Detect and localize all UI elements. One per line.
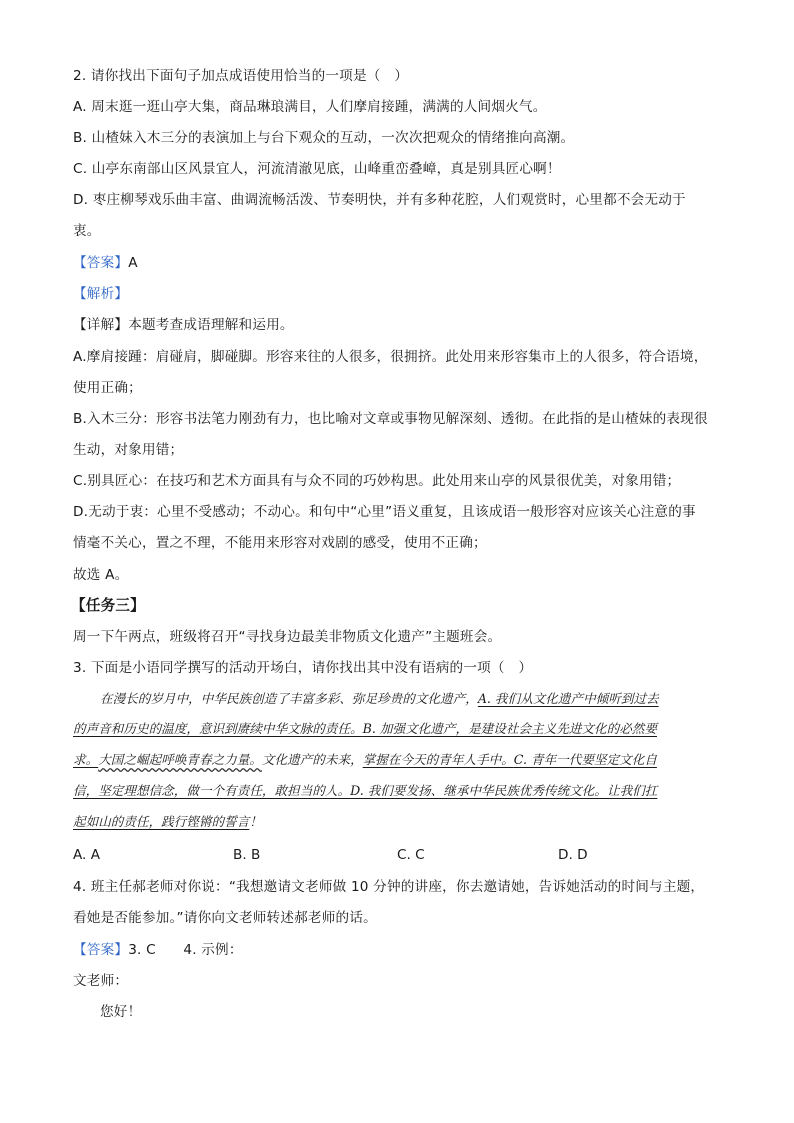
explain-b-line1: B.入木三分：形容书法笔力刚劲有力，也比喻对文章或事物见解深刻、透彻。在此指的是山楂妹的表现很 bbox=[73, 411, 708, 427]
underlined-sentence-c: C. 青年一代要坚定文化自 bbox=[513, 752, 657, 767]
answer-tag: 【答案】 bbox=[73, 255, 129, 271]
answer-tag: 【答案】 bbox=[73, 942, 129, 958]
q2-answer: A bbox=[128, 255, 138, 271]
q2-detail-line bbox=[73, 315, 294, 335]
underlined-sentence-b: B. 加强文化遗产，是建设社会主义先进文化的必然要 bbox=[362, 721, 657, 736]
q3-option-c: C. C bbox=[397, 847, 425, 863]
underlined-sentence-b-cont: 求。 bbox=[73, 752, 99, 767]
q2-answer-line bbox=[73, 253, 138, 273]
underlined-sentence-c-cont: 信，坚定理想信念，做一个有责任，敢担当的人。 bbox=[73, 783, 351, 798]
explain-b-line2: 生动，对象用错； bbox=[73, 442, 184, 458]
letter-salutation: 文老师： bbox=[73, 973, 129, 989]
q3-option-d: D. D bbox=[558, 847, 588, 863]
passage-text: ！ bbox=[249, 814, 262, 829]
passage-text: 在漫长的岁月中，中华民族创造了丰富多彩、弥足珍贵的文化遗产， bbox=[100, 691, 478, 706]
passage-text: 文化遗产的未来， bbox=[261, 752, 363, 767]
q2-stem: 2. 请你找出下面句子加点成语使用恰当的一项是（ ） bbox=[73, 68, 409, 84]
detail-tag: 【详解】 bbox=[73, 317, 129, 333]
underlined-sentence-d-cont: 起如山的责任，践行铿锵的誓言 bbox=[73, 814, 250, 829]
answers-34: 3. C 4. 示例： bbox=[128, 942, 243, 958]
analysis-tag: 【解析】 bbox=[73, 286, 129, 302]
q3-stem: 3. 下面是小语同学撰写的活动开场白，请你找出其中没有语病的一项（ ） bbox=[73, 660, 533, 676]
q3-passage-line5 bbox=[73, 812, 723, 832]
explain-a-line2: 使用正确； bbox=[73, 380, 142, 396]
q3-option-a: A. A bbox=[73, 847, 101, 863]
q3-passage-line1 bbox=[73, 689, 723, 709]
wavy-underlined-sentence: 大国之崛起呼唤青春之力量。 bbox=[98, 752, 262, 767]
q3-option-b: B. B bbox=[233, 847, 261, 863]
q2-conclusion: 故选 A。 bbox=[73, 567, 129, 583]
q2-option-b: B. 山楂妹入木三分的表演加上与台下观众的互动，一次次把观众的情绪推向高潮。 bbox=[73, 130, 575, 146]
underlined-sentence-a-cont: 的声音和历史的温度，意识到赓续中华文脉的责任。 bbox=[73, 721, 363, 736]
q2-option-a: A. 周末逛一逛山亭大集，商品琳琅满目，人们摩肩接踵，满满的人间烟火气。 bbox=[73, 99, 547, 115]
task3-title: 【任务三】 bbox=[71, 597, 145, 614]
q3-passage-line4 bbox=[73, 781, 723, 801]
explain-a-line1: A.摩肩接踵：肩碰肩，脚碰脚。形容来往的人很多，很拥挤。此处用来形容集市上的人很多，符合语境， bbox=[73, 349, 708, 365]
underlined-sentence-d: D. 我们要发扬、继承中华民族优秀传统文化。让我们扛 bbox=[350, 783, 658, 798]
explain-d-line2: 情毫不关心，置之不理，不能用来形容对戏剧的感受，使用不正确； bbox=[73, 535, 487, 551]
q4-line1: 4. 班主任郝老师对你说：“我想邀请文老师做 10 分钟的讲座，你去邀请她，告诉她活动的时间与主题， bbox=[73, 879, 705, 895]
explain-c: C.别具匠心：在技巧和艺术方面具有与众不同的巧妙构思。此处用来山亭的风景很优美，对象用错； bbox=[73, 473, 681, 489]
q4-line2: 看她是否能参加。”请你向文老师转述郝老师的话。 bbox=[73, 910, 377, 926]
q3-passage-line2 bbox=[73, 719, 723, 739]
underlined-sentence: 掌握在今天的青年人手中。 bbox=[362, 752, 514, 767]
q2-option-d-line1: D. 枣庄柳琴戏乐曲丰富、曲调流畅活泼、节奏明快，并有多种花腔，人们观赏时，心里都不会无动于 bbox=[73, 192, 686, 208]
q2-detail: 本题考查成语理解和运用。 bbox=[128, 317, 294, 333]
answers-34-line bbox=[73, 940, 243, 960]
explain-d-line1: D.无动于衷：心里不受感动；不动心。和句中“心里”语义重复，且该成语一般形容对应该关心注意的事 bbox=[73, 504, 696, 520]
letter-greeting: 您好！ bbox=[100, 1004, 142, 1020]
q2-option-c: C. 山亭东南部山区风景宜人，河流清澈见底，山峰重峦叠嶂，真是别具匠心啊！ bbox=[73, 161, 561, 177]
underlined-sentence-a: A. 我们从文化遗产中倾听到过去 bbox=[477, 691, 659, 706]
q3-passage-line3 bbox=[73, 750, 723, 770]
q2-option-d-line2: 衷。 bbox=[73, 223, 101, 239]
task3-intro: 周一下午两点，班级将召开“寻找身边最美非物质文化遗产”主题班会。 bbox=[73, 629, 502, 645]
